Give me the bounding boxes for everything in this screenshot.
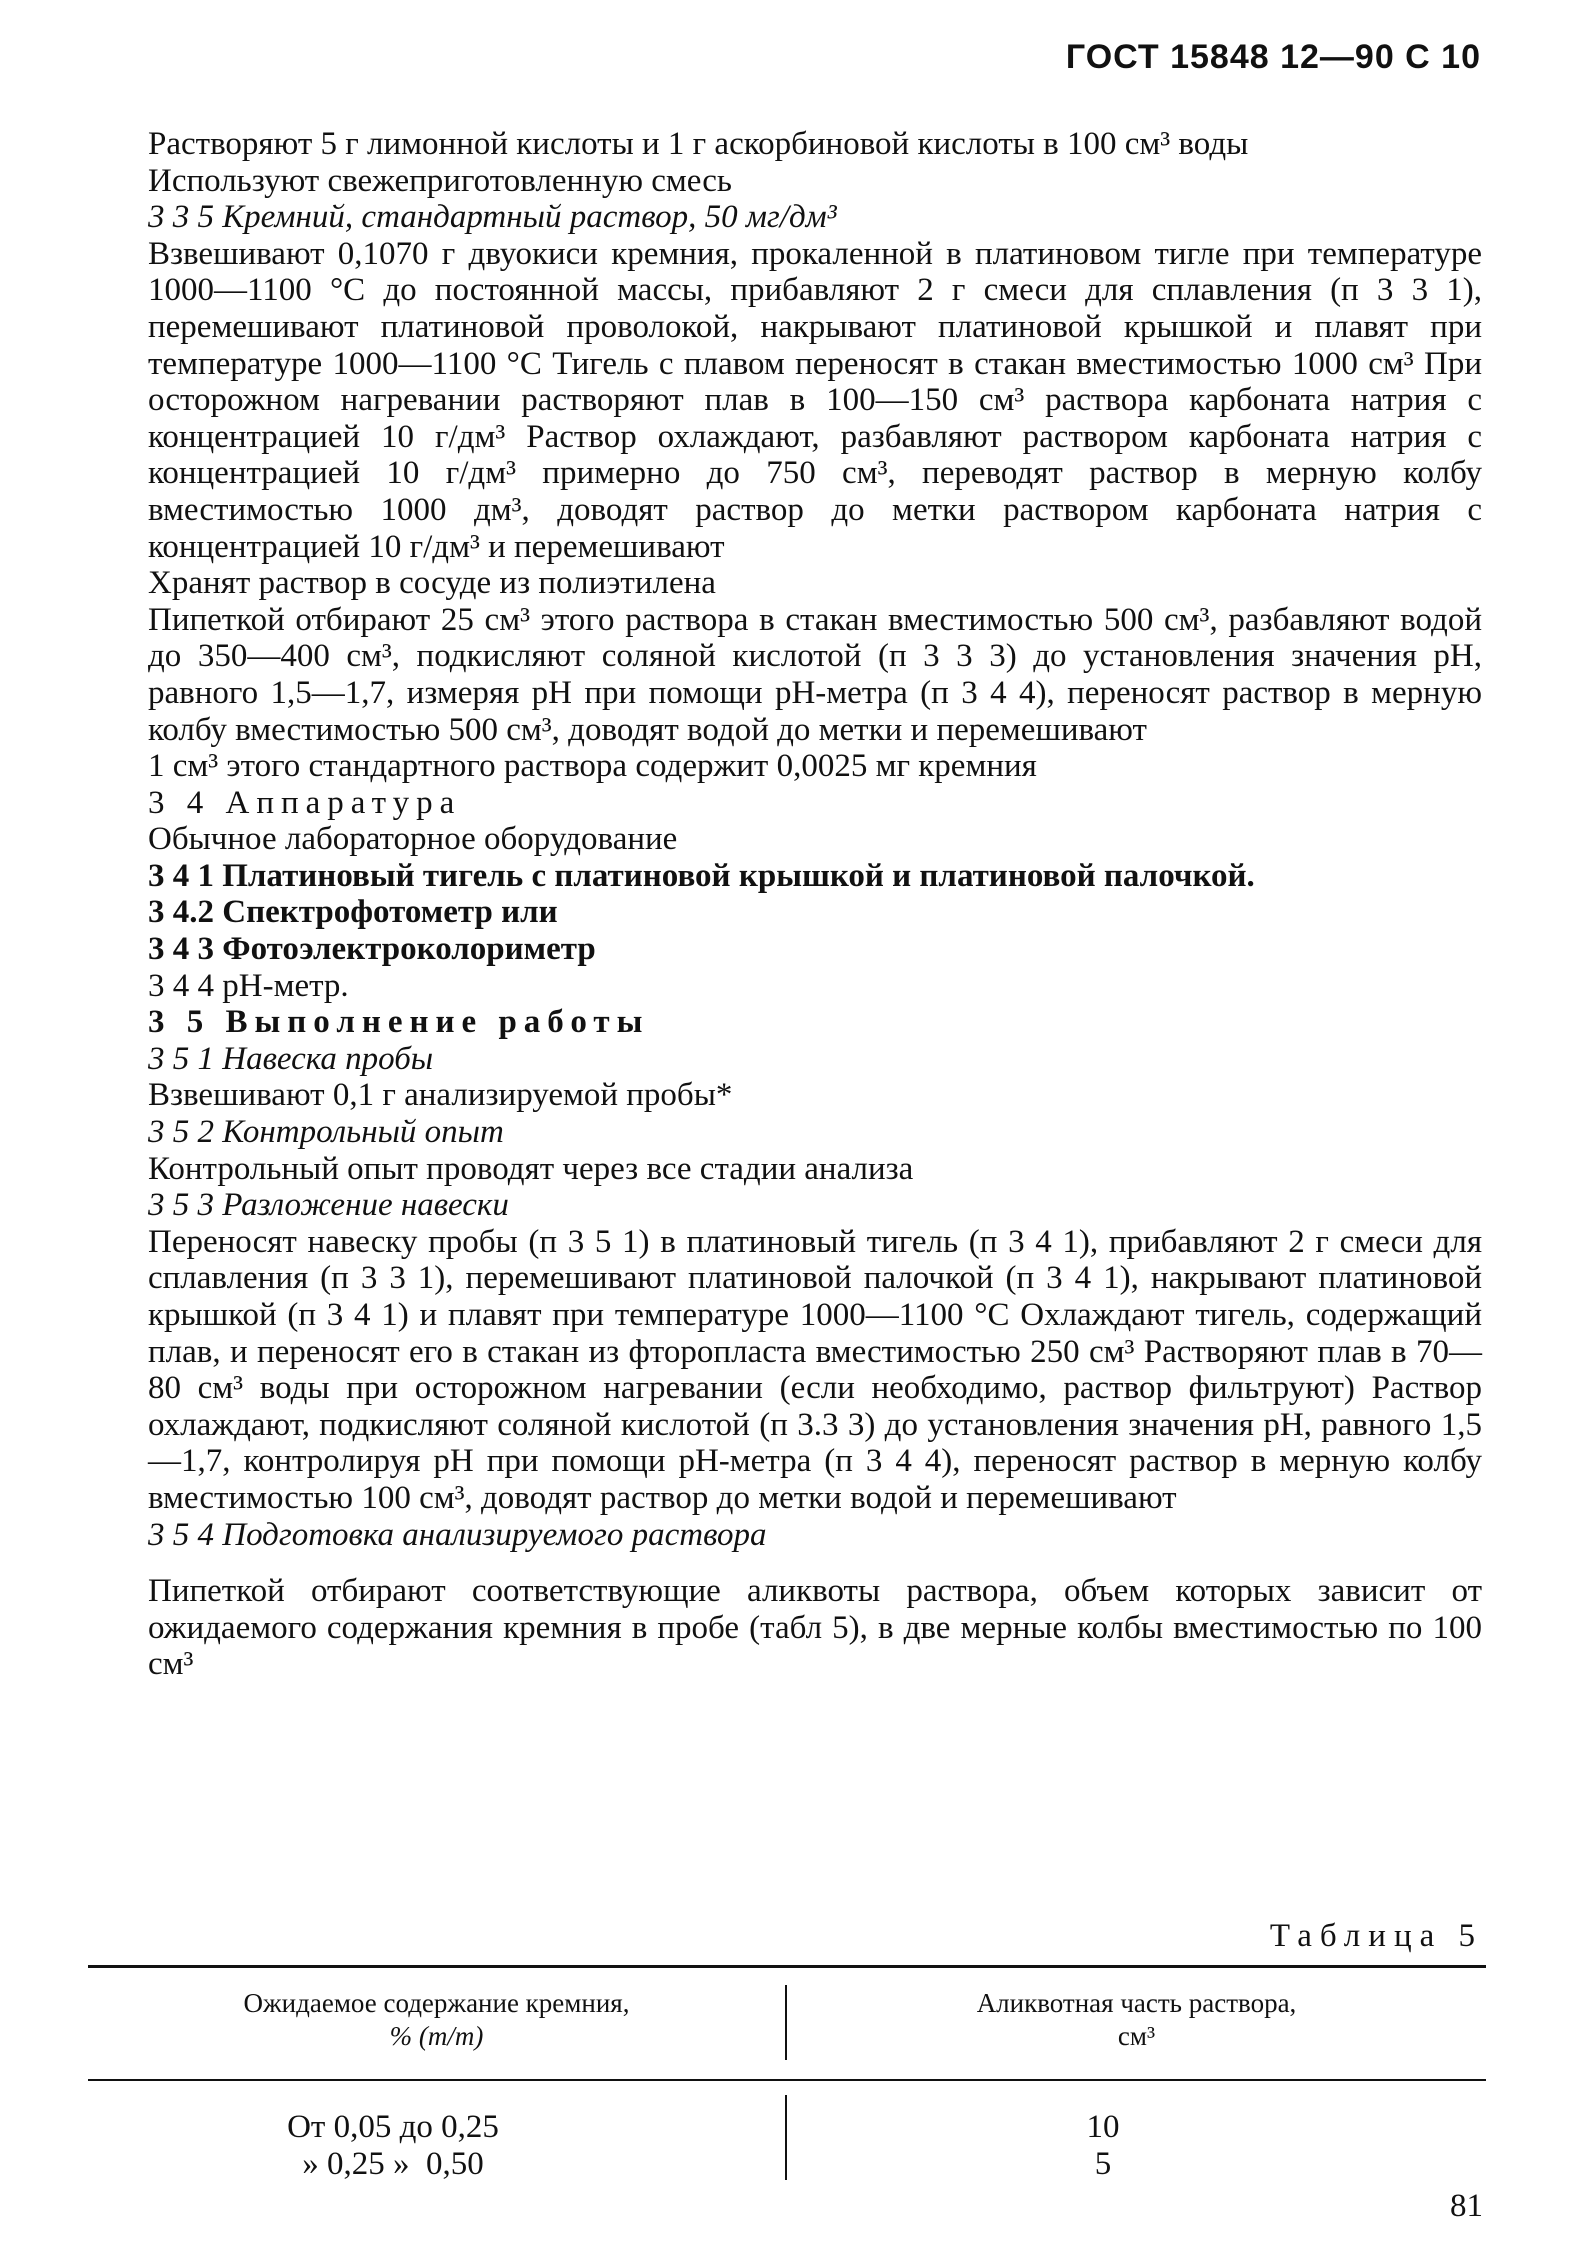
section-heading: 3 5 Выполнение работы bbox=[148, 1004, 650, 1041]
table-header-aliquot bbox=[787, 1987, 1486, 2053]
document-body bbox=[112, 126, 1482, 1683]
section-heading: 3 5 2 Контрольный опыт bbox=[148, 1114, 504, 1151]
data-table bbox=[88, 1965, 1486, 2195]
list-item: 3 4 3 Фотоэлектроколориметр bbox=[148, 931, 596, 968]
table-header-rule bbox=[88, 2079, 1486, 2081]
paragraph: 1 см³ этого стандартного раствора содержит 0,0025 мг кремния bbox=[148, 748, 1037, 785]
paragraph: Взвешивают 0,1070 г двуокиси кремния, прокаленной в платиновом тигле при температуре 1000—1100 °C до постоянной массы, прибавляют 2 г смеси для сплавления (п 3 3 1), перемешивают платиновой проволокой, накрывают платиновой крышкой и плавят при температуре 1000—1100 °C Тигель с плавом переносят в стакан вместимостью 1000 см³ При осторожном нагревании растворяют плав в 100—150 см³ раствора карбоната натрия с концентрацией 10 г/дм³ Раствор охлаждают, разбавляют раствором карбоната натрия с концентрацией 10 г/дм³ примерно до 750 см³, переводят раствор в мерную колбу вместимостью 1000 дм³, доводят раствор до метки раствором карбоната натрия с концентрацией 10 г/дм³ и перемешивают bbox=[148, 235, 1482, 565]
section-heading: 3 5 1 Навеска пробы bbox=[148, 1040, 434, 1077]
page-header: ГОСТ 15848 12—90 С 10 bbox=[1065, 38, 1481, 76]
paragraph: Пипеткой отбирают соответствующие аликвоты раствора, объем которых зависит от ожидаемого содержания кремния в пробе (табл 5), в две мерные колбы вместимостью по 100 см³ bbox=[148, 1573, 1482, 1683]
table-header-line: см³ bbox=[1117, 2021, 1156, 2051]
paragraph: Взвешивают 0,1 г анализируемой пробы* bbox=[148, 1077, 733, 1114]
paragraph: Контрольный опыт проводят через все стадии анализа bbox=[148, 1150, 914, 1187]
paragraph: Пипеткой отбирают 25 см³ этого раствора в стакан вместимостью 500 см³, разбавляют водой до 350—400 см³, подкисляют соляной кислотой (п 3 3 3) до установления значения pH, равного 1,5—1,7, измеряя pH при помощи pH-метра (п 3 4 4), переносят раствор в мерную колбу вместимостью 500 см³, доводят водой до метки и перемешивают bbox=[148, 601, 1482, 748]
paragraph: Хранят раствор в сосуде из полиэтилена bbox=[148, 565, 716, 602]
list-item: 3 4 1 Платиновый тигель с платиновой крышкой и платиновой палочкой. bbox=[148, 857, 1255, 894]
section-heading: 3 3 5 Кремний, стандартный раствор, 50 мг/дм³ bbox=[148, 199, 837, 236]
table-cell: От 0,05 до 0,25 bbox=[287, 2109, 499, 2145]
page-number: 81 bbox=[1450, 2188, 1483, 2224]
table-header-line: % (m/m) bbox=[389, 2021, 484, 2051]
paragraph: Используют свежеприготовленную смесь bbox=[148, 162, 732, 199]
spacer bbox=[112, 1553, 1482, 1573]
paragraph: Обычное лабораторное оборудование bbox=[148, 821, 678, 858]
paragraph: Переносят навеску пробы (п 3 5 1) в платиновый тигель (п 3 4 1), прибавляют 2 г смеси для сплавления (п 3 3 1), перемешивают платиновой палочкой (п 3 4 1), накрывают платиновой крышкой (п 3 4 1) и плавят при температуре 1000—1100 °C Охлаждают тигель, содержащий плав, и переносят его в стакан из фторопласта вместимостью 250 см³ Растворяют плав в 70—80 см³ воды при осторожном нагревании (если необходимо, раствор фильтруют) Раствор охлаждают, подкисляют соляной кислотой (п 3.3 3) до установления значения pH, равного 1,5—1,7, контролируя pH при помощи pH-метра (п 3 4 4), переносят раствор в мерную колбу вместимостью 100 см³, доводят раствор до метки водой и перемешивают bbox=[148, 1223, 1482, 1516]
paragraph: Растворяют 5 г лимонной кислоты и 1 г аскорбиновой кислоты в 100 см³ воды bbox=[148, 126, 1249, 162]
table-header-content bbox=[88, 1987, 785, 2053]
table-column-range bbox=[243, 2109, 543, 2183]
table-top-rule bbox=[88, 1965, 1486, 1968]
table-header-line: Ожидаемое содержание кремния, bbox=[243, 1988, 630, 2018]
table-column-divider bbox=[785, 2095, 787, 2180]
table-cell: 10 bbox=[1086, 2109, 1120, 2145]
list-item: 3 4 4 pH-метр. bbox=[148, 967, 349, 1004]
section-heading: 3 5 4 Подготовка анализируемого раствора bbox=[148, 1516, 767, 1553]
table-column-aliquot bbox=[1063, 2109, 1143, 2183]
table-caption: Таблица 5 bbox=[1269, 1918, 1483, 1954]
section-heading: 3 4 Аппаратура bbox=[148, 784, 462, 821]
table-cell: » 0,25 » 0,50 bbox=[302, 2146, 484, 2182]
table-header-line: Аликвотная часть раствора, bbox=[976, 1988, 1297, 2018]
table-cell: 5 bbox=[1094, 2146, 1112, 2182]
list-item: 3 4.2 Спектрофотометр или bbox=[148, 894, 558, 931]
section-heading: 3 5 3 Разложение навески bbox=[148, 1187, 509, 1224]
